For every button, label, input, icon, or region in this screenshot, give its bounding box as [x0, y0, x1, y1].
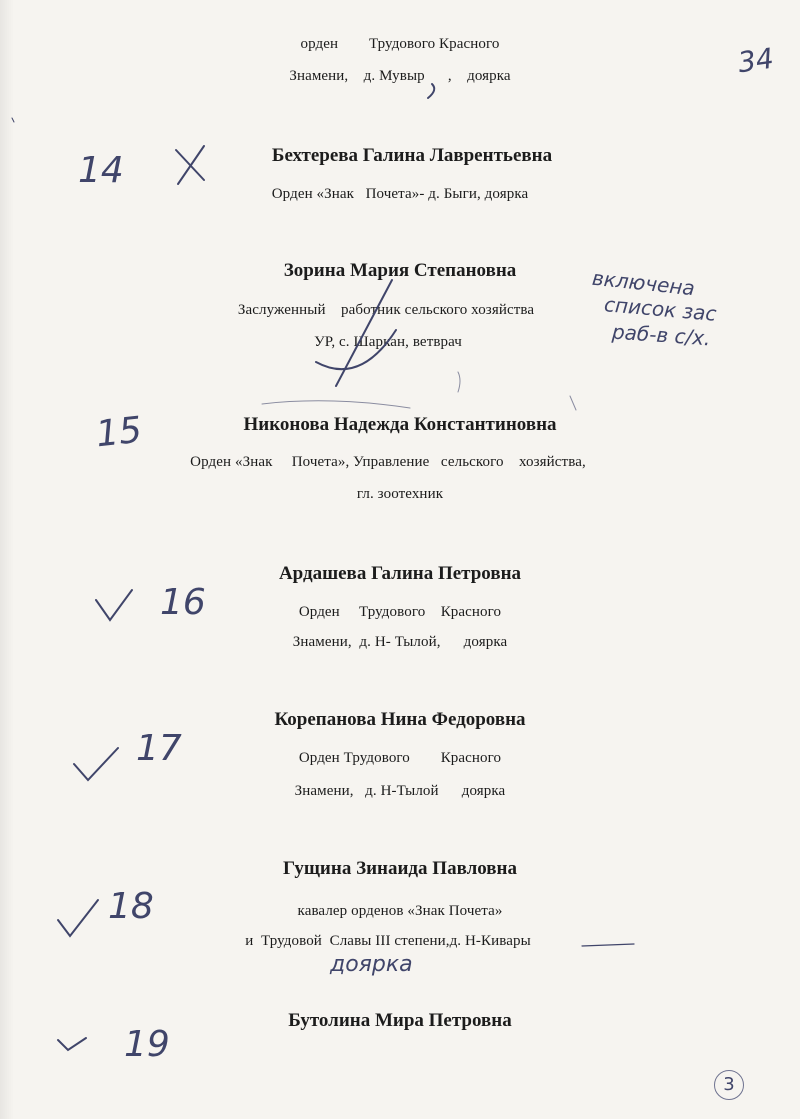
entry-line: УР, с. Шаркан, ветврач: [314, 334, 462, 350]
handwritten-number: 19: [124, 1024, 170, 1065]
entry-name: Никонова Надежда Константиновна: [243, 414, 557, 435]
entry-line: гл. зоотехник: [356, 486, 444, 502]
entry-name: Корепанова Нина Федоровна: [274, 709, 526, 730]
handwritten-number: 18: [108, 886, 154, 927]
ink-mark: [428, 84, 434, 98]
check-mark: [58, 1038, 86, 1050]
check-mark: [74, 748, 118, 780]
handwritten-page-number: 34: [735, 41, 776, 80]
handwritten-number: 16: [160, 582, 206, 623]
faint-mark: [570, 396, 576, 410]
check-mark: [58, 900, 98, 936]
header-line-1: орден Трудового Красного: [300, 36, 500, 52]
entry-name: Бехтерева Галина Лаврентьевна: [271, 145, 553, 166]
entry-line: Орден «Знак Почета», Управление сельского хозяйства,: [190, 454, 586, 470]
footer-circle-number: 3: [714, 1070, 744, 1100]
entry-line: Орден Трудового Красного: [298, 604, 502, 620]
handwritten-number: 17: [136, 728, 182, 769]
entry-name: Зорина Мария Степановна: [283, 260, 517, 281]
handwritten-added-word: доярка: [330, 952, 413, 977]
ink-dot: [12, 118, 14, 122]
header-line-2: Знамени, д. Мувыр , доярка: [289, 68, 511, 84]
handwritten-note-line: список зас: [603, 292, 718, 326]
cross-mark: [176, 146, 204, 184]
entry-line: и Трудовой Славы III степени,д. Н-Кивары: [245, 933, 531, 949]
entry-line: Знамени, д. Н-Тылой доярка: [294, 783, 506, 799]
handwritten-number: 15: [93, 409, 144, 456]
handwritten-note-line: раб-в с/х.: [611, 319, 712, 351]
entry-line: Заслуженный работник сельского хозяйства: [237, 302, 535, 318]
entry-name: Ардашева Галина Петровна: [278, 563, 522, 584]
entry-line: кавалер орденов «Знак Почета»: [297, 903, 503, 919]
check-mark: [96, 590, 132, 620]
handwritten-note-line: включена: [591, 265, 696, 301]
entry-name: Гущина Зинаида Павловна: [283, 858, 517, 879]
pen-line: [582, 944, 634, 946]
entry-line: Орден Трудового Красного: [298, 750, 502, 766]
entry-name: Бутолина Мира Петровна: [288, 1010, 512, 1031]
entry-line: Знамени, д. Н- Тылой, доярка: [292, 634, 508, 650]
faint-mark: [262, 401, 410, 408]
handwritten-number: 14: [78, 150, 124, 191]
faint-mark: [458, 372, 460, 392]
entry-line: Орден «Знак Почета»- д. Быги, доярка: [271, 186, 529, 202]
